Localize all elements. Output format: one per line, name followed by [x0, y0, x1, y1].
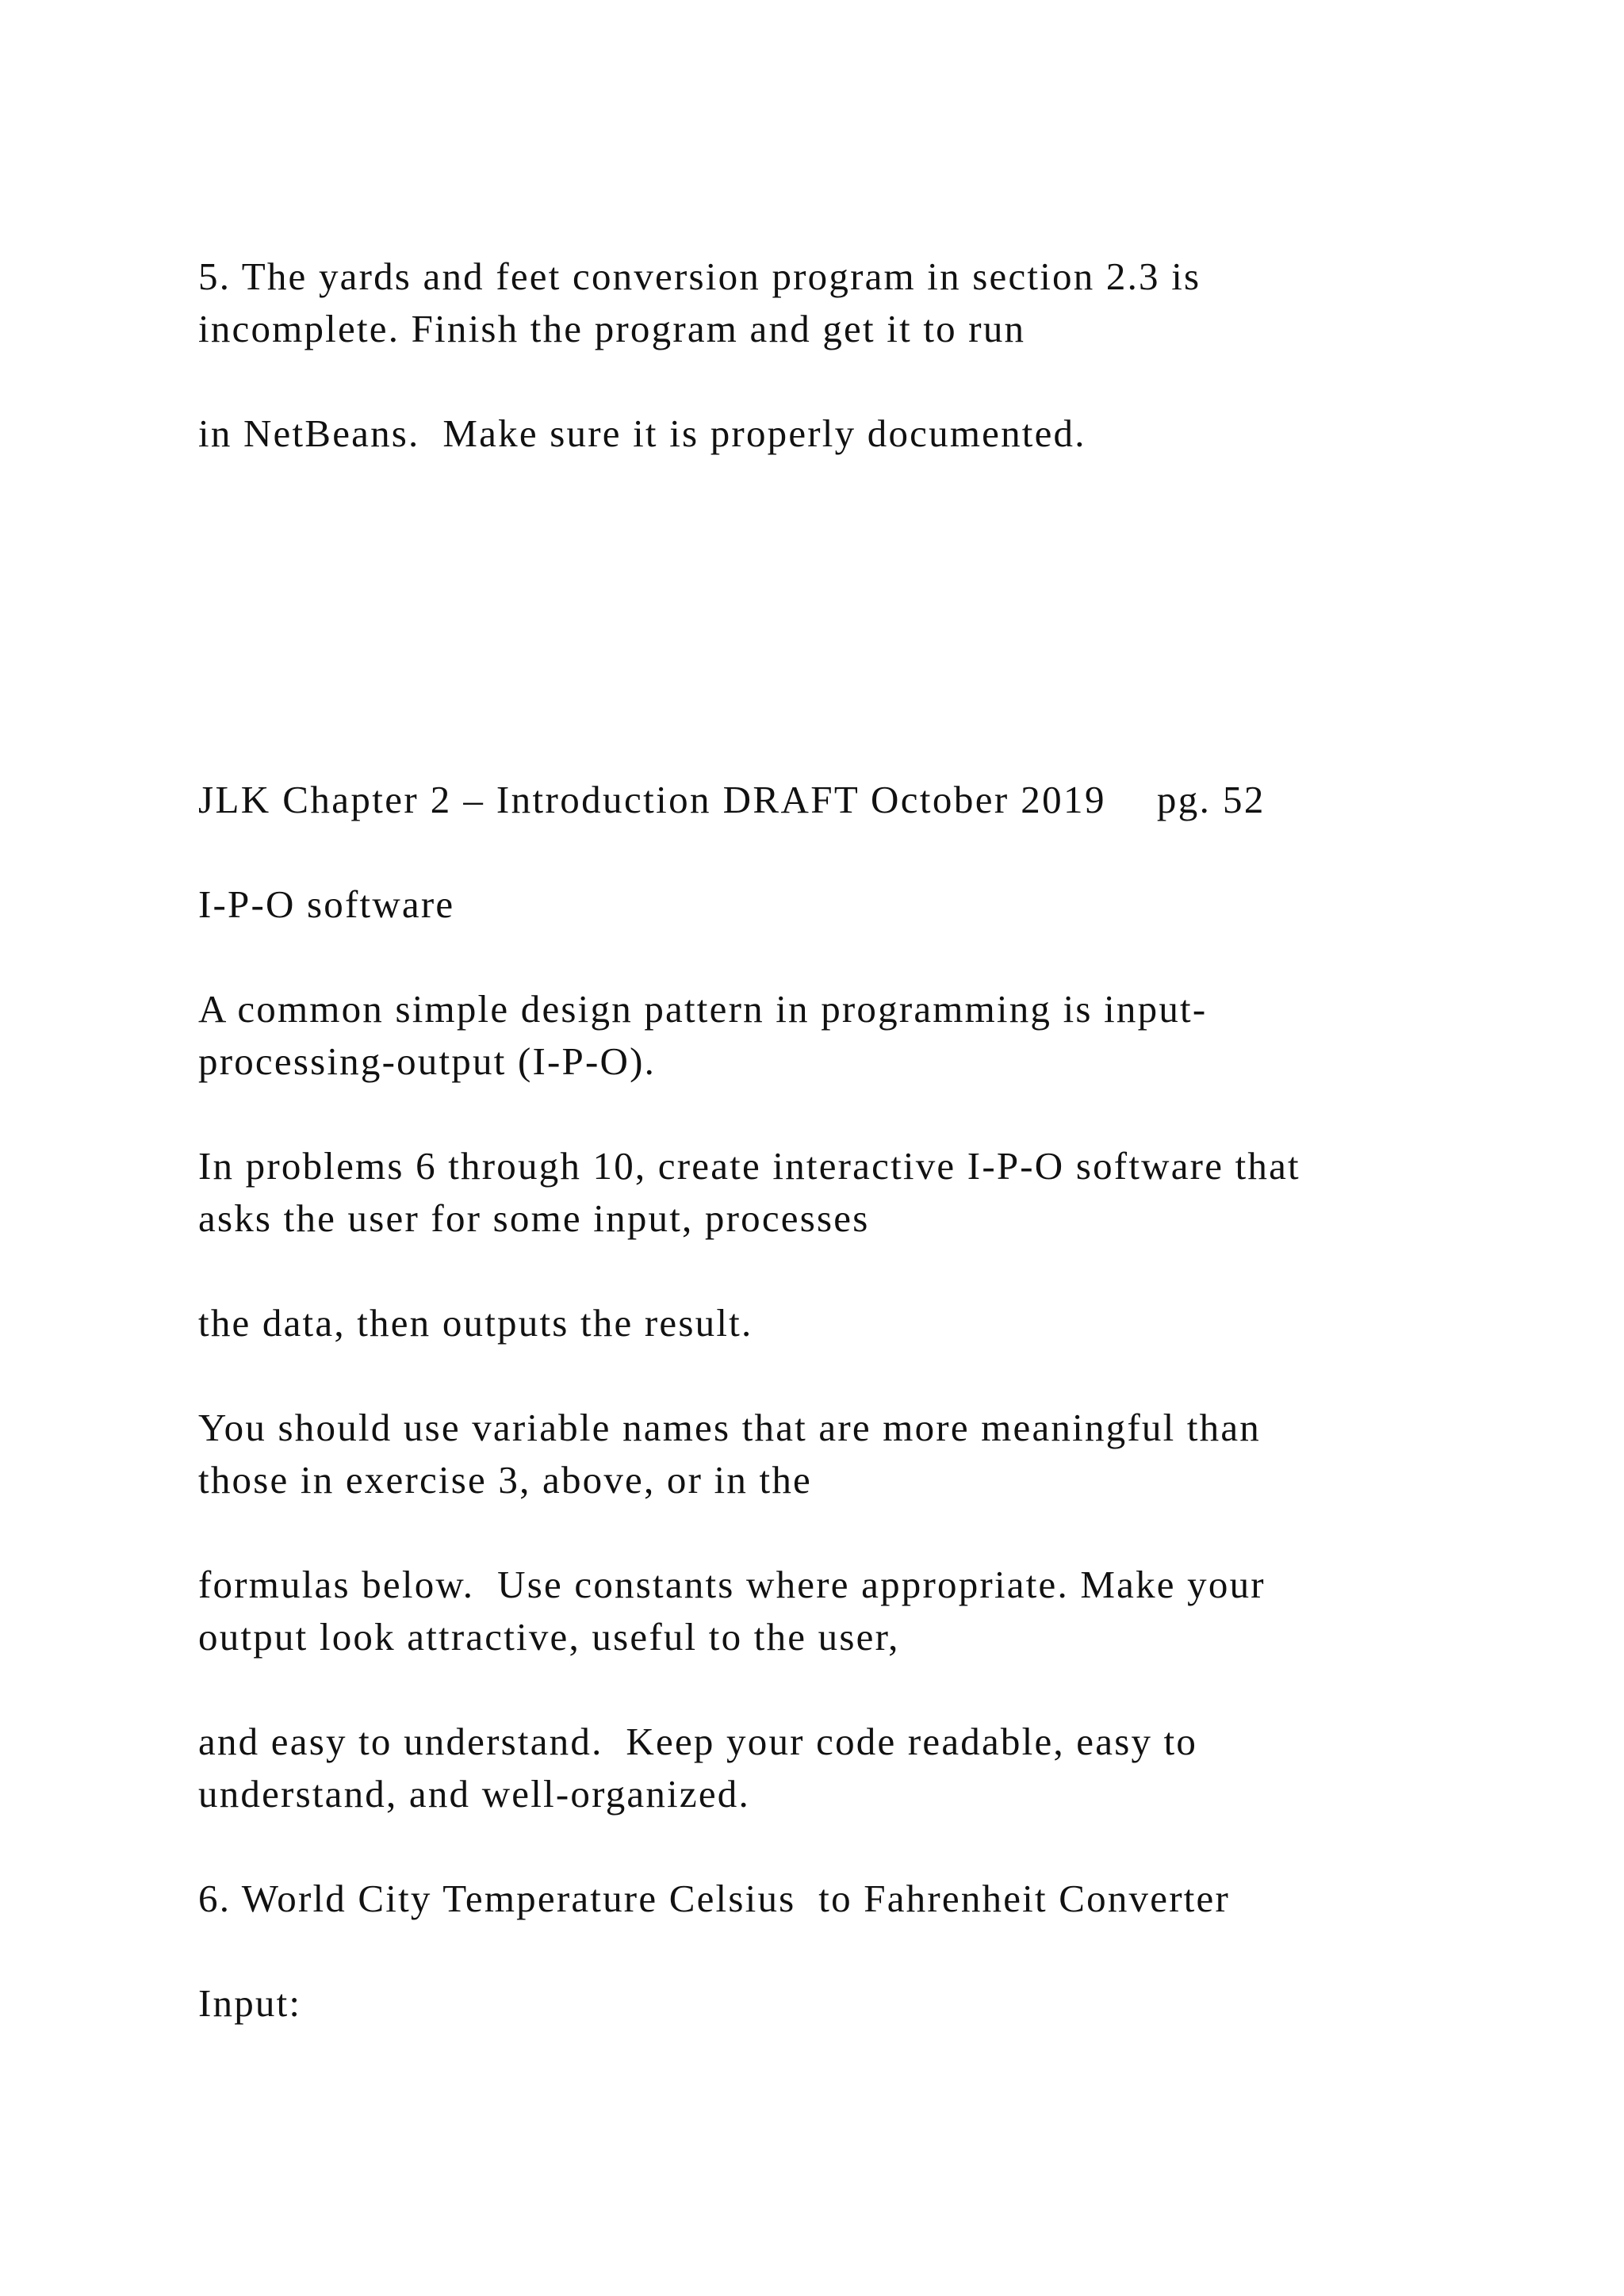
guidance-line-3: formulas below. Use constants where appropriate. Make your — [198, 1563, 1266, 1606]
problems-line-3: the data, then outputs the result. — [198, 1301, 753, 1345]
problems-line-2: asks the user for some input, processes — [198, 1196, 870, 1240]
guidance-line-4: output look attractive, useful to the user, — [198, 1615, 900, 1659]
guidance-line-5: and easy to understand. Keep your code readable, easy to — [198, 1720, 1198, 1763]
guidance-line-1: You should use variable names that are more meaningful than — [198, 1406, 1261, 1449]
guidance-line-2: those in exercise 3, above, or in the — [198, 1458, 812, 1502]
guidance-line-6: understand, and well-organized. — [198, 1772, 750, 1816]
intro-line-2: processing-output (I-P-O). — [198, 1039, 657, 1083]
exercise-5-line-2: incomplete. Finish the program and get it to run — [198, 307, 1026, 350]
page-number: pg. 52 — [1156, 778, 1266, 821]
exercise-6-title: 6. World City Temperature Celsius to Fahrenheit Converter — [198, 1877, 1230, 1920]
exercise-5-line-1: 5. The yards and feet conversion program in section 2.3 is — [198, 254, 1201, 298]
input-label: Input: — [198, 1981, 302, 2025]
exercise-5-line-3: in NetBeans. Make sure it is properly documented. — [198, 411, 1086, 455]
page-header — [198, 774, 1266, 826]
intro-line-1: A common simple design pattern in programming is input- — [198, 987, 1208, 1031]
problems-line-1: In problems 6 through 10, create interactive I-P-O software that — [198, 1144, 1300, 1188]
header-title: JLK Chapter 2 – Introduction DRAFT October 2019 — [198, 778, 1106, 821]
section-heading: I-P-O software — [198, 882, 455, 926]
